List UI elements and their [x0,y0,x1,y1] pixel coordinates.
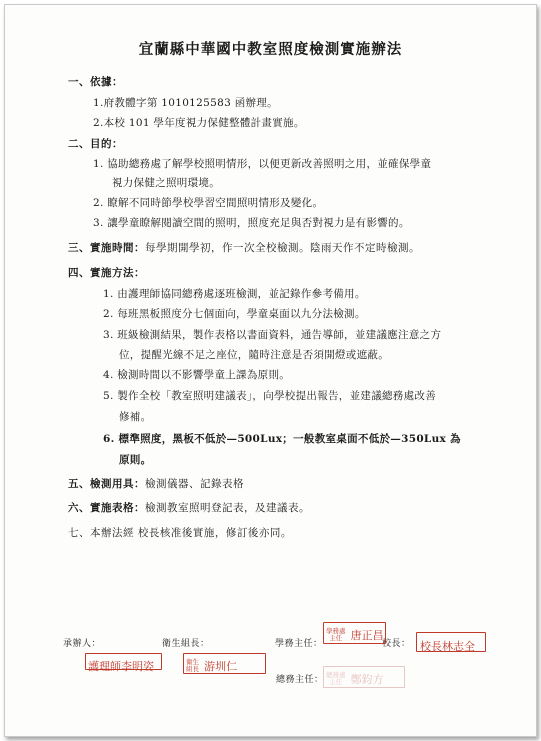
academic-director-seal-title-1: 學務處 [326,626,346,635]
principal-seal-text: 校長林志全 [420,640,475,653]
section-4-item-4: 4. 檢測時間以不影響學童上課為原則。 [103,369,291,381]
section-4-heading: 四、實施方法： [68,267,145,279]
academic-director-label: 學務主任： [275,639,323,649]
health-leader-seal [183,653,266,674]
section-2-item-1: 1. 協助總務處了解學校照明情形，以便更新改善照明之用，並確保學童 [93,158,432,170]
general-affairs-label: 總務主任： [276,675,324,685]
section-7-heading: 七、本辦法經 校長核准後實施，修訂後亦同。 [68,527,292,539]
academic-director-seal [323,622,386,644]
health-leader-label: 衛生組長： [162,639,210,649]
academic-director-seal-title [326,628,346,642]
general-affairs-seal-title-2: 主任 [329,677,343,686]
section-1-item-2: 2.本校 101 學年度視力保健整體計畫實施。 [93,117,305,129]
section-4-item-2: 2. 每班黑板照度分七個面向，學童桌面以九分法檢測。 [103,308,366,320]
health-leader-seal-title-2: 組長 [186,664,199,673]
general-affairs-seal-title [326,672,346,686]
nurse-seal-text: 護理師李明姿 [88,660,154,673]
section-4-item-6-cont: 原則。 [119,454,152,466]
principal-seal [416,632,486,652]
section-4-item-1: 1. 由護理師協同總務處逐班檢測，並記錄作參考備用。 [103,288,366,300]
general-affairs-seal-title-1: 總務處 [326,670,346,679]
section-6-heading: 六、實施表格： [68,502,145,514]
section-5-body: 檢測儀器、記錄表格 [145,478,244,490]
section-4-item-5-cont: 修補。 [119,411,152,423]
section-3-body: 每學期開學初，作一次全校檢測。陰雨天作不定時檢測。 [145,242,420,254]
health-leader-seal-title-1: 衛生 [186,657,199,666]
principal-label: 校長： [382,639,411,649]
health-leader-seal-title [186,659,199,673]
section-4-item-6: 6. 標準照度，黑板不低於—500Lux；一般教室桌面不低於—350Lux 為 [103,433,461,445]
academic-director-seal-title-2: 主任 [329,633,343,642]
section-5-heading: 五、檢測用具： [68,478,145,490]
general-affairs-seal [323,666,405,688]
academic-director-seal-name: 唐正昌 [350,629,384,642]
document-title: 宜蘭縣中華國中教室照度檢測實施辦法 [138,41,403,58]
section-2-item-1-cont: 視力保健之照明環境。 [112,177,220,189]
undertaker-label: 承辦人： [63,639,102,649]
section-4-item-3: 3. 班級檢測結果，製作表格以書面資料，通告導師，並建議應注意之方 [103,329,442,341]
section-1-item-1: 1.府教體字第 1010125583 函辦理。 [93,97,278,109]
section-4-item-3-cont: 位，提醒光線不足之座位，隨時注意是否須開燈或遮蔽。 [119,349,389,361]
section-6-body: 檢測教室照明登記表，及建議表。 [145,502,310,514]
section-5 [68,476,244,491]
section-2-item-2: 2. 瞭解不同時節學校學習空間照明情形及變化。 [93,197,324,209]
section-2-heading: 二、目的： [68,138,123,150]
section-1-heading: 一、依據： [68,76,123,88]
section-3-heading: 三、實施時間： [68,242,145,254]
section-2-item-3: 3. 讓學童瞭解閱讀空間的照明，照度充足與否對視力是有影響的。 [93,217,410,229]
document-page [4,4,537,737]
section-4-item-5: 5. 製作全校「教室照明建議表」，向學校提出報告，並建議總務處改善 [103,390,437,402]
health-leader-seal-name: 游圳仁 [204,660,238,673]
section-3 [68,240,420,255]
general-affairs-seal-name: 鄭鈞方 [350,673,384,686]
section-6 [68,500,310,515]
nurse-seal [85,653,162,673]
